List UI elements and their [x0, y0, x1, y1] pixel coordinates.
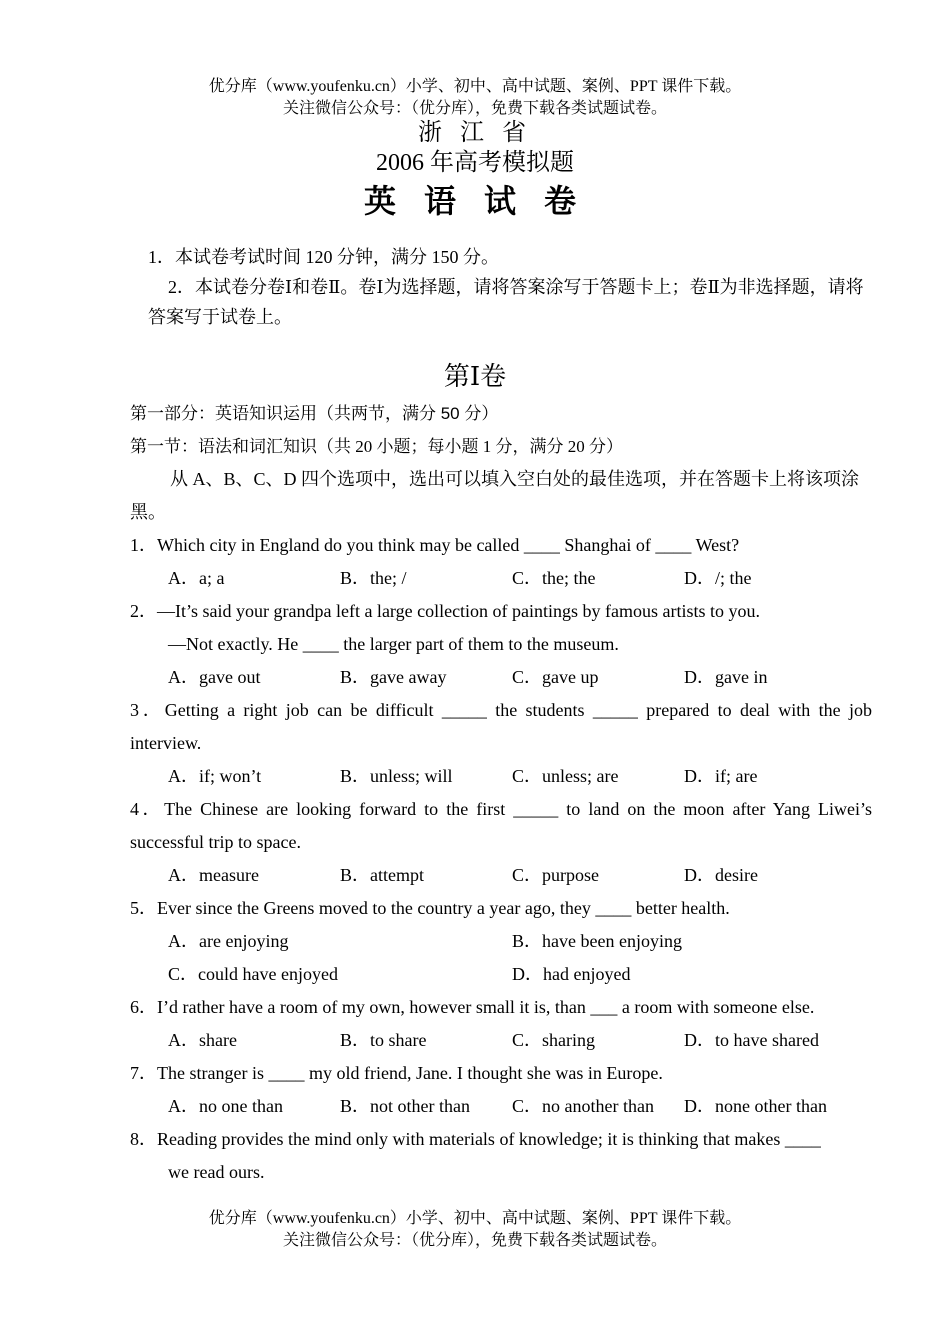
- question-8-continued: we read ours.: [168, 1162, 265, 1182]
- option-c: C．gave up: [512, 667, 599, 687]
- question-1: 1．Which city in England do you think may be called ____ Shanghai of ____ West?: [130, 535, 740, 555]
- option-d: D．had enjoyed: [512, 964, 631, 984]
- option-c: C．the; the: [512, 568, 596, 588]
- header-line-2: 关注微信公众号：（优分库），免费下载各类试题试卷。: [282, 100, 667, 117]
- option-d: D．gave in: [684, 667, 768, 687]
- note-2: 2．本试卷分卷Ⅰ和卷Ⅱ。卷Ⅰ为选择题，请将答案涂写于答题卡上；卷Ⅱ为非选择题，请将答案写于试卷上。: [148, 277, 864, 327]
- option-c: C．sharing: [512, 1030, 595, 1050]
- note-1: 1．本试卷考试时间 120 分钟，满分 150 分。: [148, 247, 499, 267]
- option-b: B．unless; will: [340, 766, 453, 786]
- option-b: B．have been enjoying: [512, 931, 682, 951]
- option-d: D．to have shared: [684, 1030, 819, 1050]
- exam-province: 浙 江 省: [418, 120, 532, 146]
- question-6: 6．I’d rather have a room of my own, however small it is, than ___ a room with someone else.: [130, 997, 815, 1017]
- option-a: A．are enjoying: [168, 931, 289, 951]
- question-2-options: [130, 661, 872, 694]
- exam-notes: [148, 242, 872, 332]
- question-4-options: [130, 859, 872, 892]
- question-4: 4．The Chinese are looking forward to the first _____ to land on the moon after Yang Liwei’s successful trip to space.: [130, 799, 872, 852]
- question-5: 5．Ever since the Greens moved to the country a year ago, they ____ better health.: [130, 898, 730, 918]
- page-header: [0, 76, 950, 120]
- option-b: B．the; /: [340, 568, 407, 588]
- option-a: A．if; won’t: [168, 766, 262, 786]
- instruction: 从 A、B、C、D 四个选项中，选出可以填入空白处的最佳选项，并在答题卡上将该项涂黑。: [130, 469, 860, 522]
- option-a: A．share: [168, 1030, 237, 1050]
- question-7-options: [130, 1090, 872, 1123]
- option-a: A．gave out: [168, 667, 261, 687]
- question-5-options-row-2: [130, 958, 872, 991]
- question-2-reply: —Not exactly. He ____ the larger part of them to the museum.: [168, 634, 619, 654]
- page-footer: [0, 1208, 950, 1252]
- volume-title: 第Ⅰ卷: [443, 362, 507, 391]
- question-1-options: [130, 562, 872, 595]
- option-c: C．could have enjoyed: [168, 964, 338, 984]
- option-c: C．no another than: [512, 1096, 654, 1116]
- option-b: B．not other than: [340, 1096, 470, 1116]
- question-3-options: [130, 760, 872, 793]
- option-b: B．gave away: [340, 667, 447, 687]
- option-d: D．none other than: [684, 1096, 827, 1116]
- exam-body: [130, 397, 872, 1189]
- option-b: B．to share: [340, 1030, 427, 1050]
- option-d: D．/; the: [684, 568, 752, 588]
- option-a: A．measure: [168, 865, 259, 885]
- option-b: B．attempt: [340, 865, 424, 885]
- header-line-1: 优分库（www.youfenku.cn）小学、初中、高中试题、案例、PPT 课件下载。: [208, 78, 742, 95]
- option-d: D．desire: [684, 865, 758, 885]
- question-8: 8．Reading provides the mind only with materials of knowledge; it is thinking that makes ____: [130, 1129, 821, 1149]
- option-c: C．unless; are: [512, 766, 619, 786]
- exam-year: 2006 年高考模拟题: [376, 150, 574, 176]
- question-7: 7．The stranger is ____ my old friend, Jane. I thought she was in Europe.: [130, 1063, 663, 1083]
- part-1-title: 第一部分：英语知识运用（共两节，满分 50 分）: [130, 404, 499, 423]
- footer-line-2: 关注微信公众号：（优分库），免费下载各类试题试卷。: [282, 1232, 667, 1249]
- exam-title: 英 语 试 卷: [363, 183, 586, 219]
- exam-title-block: [0, 118, 950, 222]
- option-d: D．if; are: [684, 766, 758, 786]
- question-3: 3．Getting a right job can be difficult _____ the students _____ prepared to deal with the job interview.: [130, 700, 872, 753]
- section-1-title: 第一节：语法和词汇知识（共 20 小题；每小题 1 分，满分 20 分）: [130, 437, 623, 456]
- option-c: C．purpose: [512, 865, 599, 885]
- footer-line-1: 优分库（www.youfenku.cn）小学、初中、高中试题、案例、PPT 课件下载。: [208, 1210, 742, 1227]
- question-5-options-row-1: [130, 925, 872, 958]
- question-6-options: [130, 1024, 872, 1057]
- question-2: 2．—It’s said your grandpa left a large collection of paintings by famous artists to you.: [130, 601, 761, 621]
- option-a: A．a; a: [168, 568, 225, 588]
- option-a: A．no one than: [168, 1096, 283, 1116]
